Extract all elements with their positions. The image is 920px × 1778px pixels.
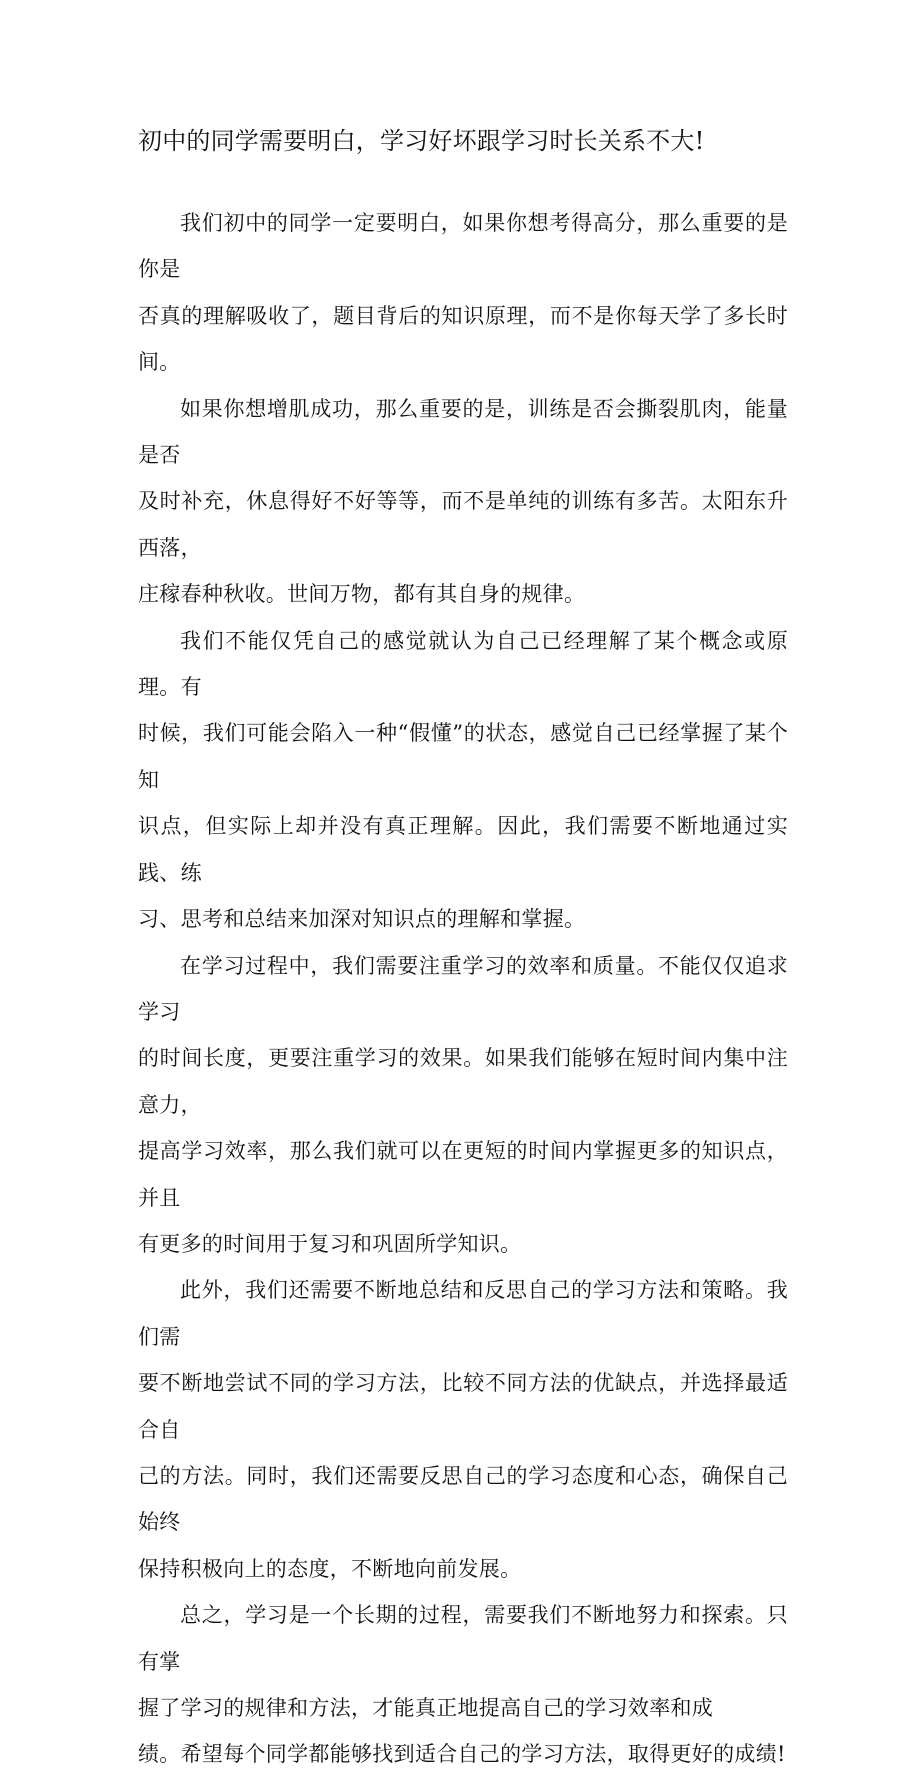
document-body bbox=[138, 200, 788, 1778]
paragraph-line: 要不断地尝试不同的学习方法，比较不同方法的优缺点，并选择最适合自 bbox=[138, 1371, 788, 1442]
paragraph-line: 握了学习的规律和方法，才能真正地提高自己的学习效率和成 bbox=[138, 1696, 714, 1720]
paragraph-line: 己的方法。同时，我们还需要反思自己的学习态度和心态，确保自己始终 bbox=[138, 1463, 788, 1535]
paragraph-line: 否真的理解吸收了，题目背后的知识原理，而不是你每天学了多长时间。 bbox=[138, 303, 788, 375]
paragraph-line: 如果你想增肌成功，那么重要的是，训练是否会撕裂肌肉，能量是否 bbox=[138, 396, 788, 468]
paragraph-line: 时候，我们可能会陷入一种“假懂”的状态，感觉自己已经掌握了某个知 bbox=[138, 721, 788, 792]
paragraph-line: 总之，学习是一个长期的过程，需要我们不断地努力和探索。只有掌 bbox=[138, 1603, 788, 1674]
paragraph-3 bbox=[138, 618, 788, 943]
paragraph-line: 庄稼春种秋收。世间万物，都有其自身的规律。 bbox=[138, 582, 586, 607]
document-title: 初中的同学需要明白，学习好坏跟学习时长关系不大! bbox=[138, 127, 705, 155]
paragraph-line: 在学习过程中，我们需要注重学习的效率和质量。不能仅仅追求学习 bbox=[138, 953, 788, 1024]
paragraph-4 bbox=[138, 943, 788, 1268]
paragraph-line: 绩。希望每个同学都能够找到适合自己的学习方法，取得更好的成绩! bbox=[138, 1742, 786, 1767]
paragraph-line: 保持积极向上的态度，不断地向前发展。 bbox=[138, 1556, 522, 1581]
paragraph-2 bbox=[138, 386, 788, 618]
paragraph-line: 此外，我们还需要不断地总结和反思自己的学习方法和策略。我们需 bbox=[138, 1278, 788, 1349]
paragraph-line: 识点，但实际上却并没有真正理解。因此，我们需要不断地通过实践、练 bbox=[138, 814, 788, 885]
paragraph-line: 我们初中的同学一定要明白，如果你想考得高分，那么重要的是你是 bbox=[138, 211, 788, 282]
paragraph-line: 我们不能仅凭自己的感觉就认为自己已经理解了某个概念或原理。有 bbox=[138, 628, 788, 700]
paragraph-line: 的时间长度，更要注重学习的效果。如果我们能够在短时间内集中注意力， bbox=[138, 1046, 788, 1117]
paragraph-line: 提高学习效率，那么我们就可以在更短的时间内掌握更多的知识点，并且 bbox=[138, 1139, 788, 1210]
paragraph-1 bbox=[138, 200, 788, 386]
paragraph-5 bbox=[138, 1267, 788, 1592]
paragraph-6 bbox=[138, 1592, 788, 1778]
paragraph-line: 习、思考和总结来加深对知识点的理解和掌握。 bbox=[138, 907, 586, 932]
paragraph-line: 及时补充，休息得好不好等等，而不是单纯的训练有多苦。太阳东升西落， bbox=[138, 489, 788, 560]
paragraph-line: 有更多的时间用于复习和巩固所学知识。 bbox=[138, 1231, 522, 1256]
